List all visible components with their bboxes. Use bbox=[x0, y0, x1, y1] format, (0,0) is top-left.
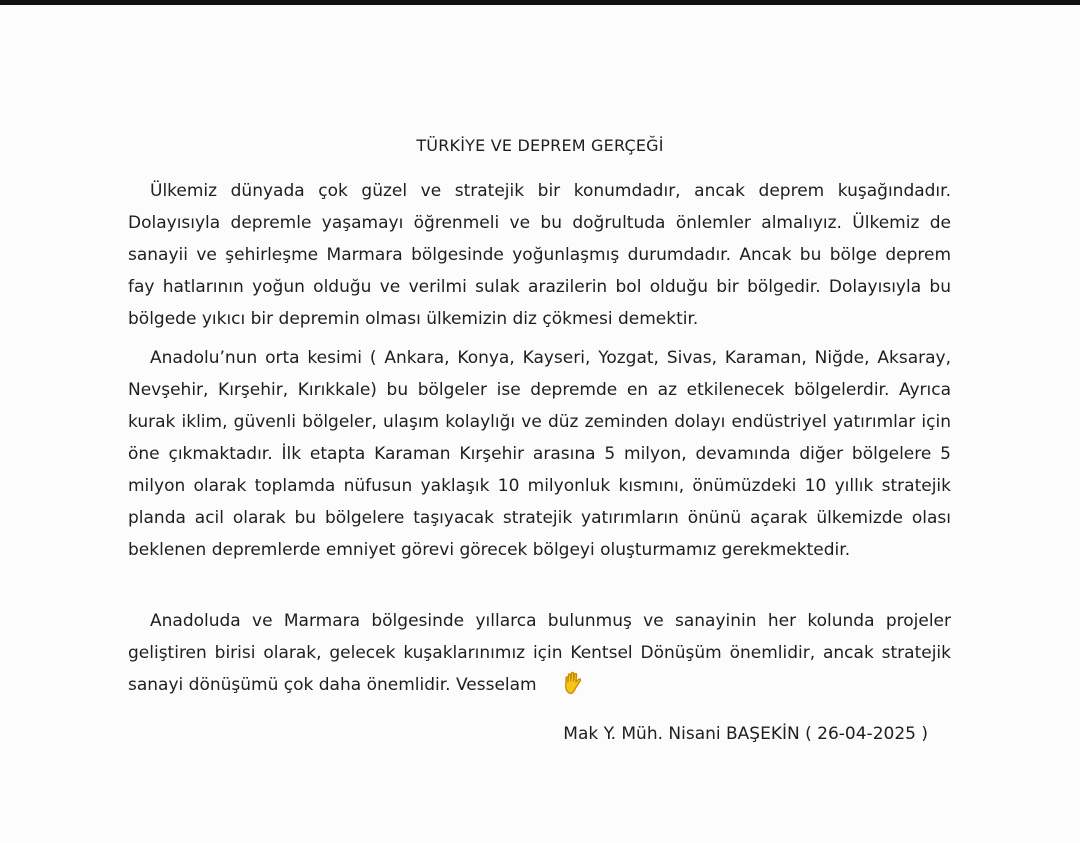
document-title: TÜRKİYE VE DEPREM GERÇEĞİ bbox=[416, 136, 664, 155]
paragraph-1-text: Ülkemiz dünyada çok güzel ve stratejik bir konumdadır, ancak deprem kuşağındadır. Dolayısıyla depremle yaşamayı öğrenmeli ve bu doğrultuda önlemler almalıyız. Ülkemiz de sanayii ve şehirleşme Marmara bölgesinde yoğunlaşmış durumdadır. Ancak bu bölge deprem fay hatlarının yoğun olduğu ve verilmi sulak arazilerin bol olduğu bir bölgedir. Dolayısıyla bu bölgede yıkıcı bir depremin olması ülkemizin diz çökmesi demektir. bbox=[128, 181, 951, 329]
signature: Mak Y. Müh. Nisani BAŞEKİN ( 26-04-2025 ) bbox=[563, 724, 928, 744]
paragraph-3-wrapper bbox=[128, 605, 951, 701]
paragraph-3 bbox=[128, 605, 951, 701]
paragraph-2 bbox=[128, 342, 951, 566]
paragraph-3-text: Anadoluda ve Marmara bölgesinde yıllarca bulunmuş ve sanayinin her kolunda projeler geliştiren birisi olarak, gelecek kuşaklarınımız için Kentsel Dönüşüm önemlidir, ancak stratejik sanayi dönüşümü çok daha önemlidir. Vesselam bbox=[128, 611, 951, 695]
paragraph-1 bbox=[128, 175, 951, 335]
top-edge-bar bbox=[0, 0, 1080, 5]
waving-hand-icon bbox=[541, 671, 563, 695]
paragraph-2-text: Anadolu’nun orta kesimi ( Ankara, Konya, Kayseri, Yozgat, Sivas, Karaman, Niğde, Aksaray, Nevşehir, Kırşehir, Kırıkkale) bu bölgeler ise depremde en az etkilenecek bölgelerdir. Ayrıca kurak iklim, güvenli bölgeler, ulaşım kolaylığı ve düz zeminden dolayı endüstriyel yatırımlar için öne çıkmaktadır. İlk etapta Karaman Kırşehir arasına 5 milyon, devamında diğer bölgelere 5 milyon olarak toplamda nüfusun yaklaşık 10 milyonluk kısmını, önümüzdeki 10 yıllık stratejik planda acil olarak bu bölgelere taşıyacak stratejik yatırımların önünü açarak ülkemizde olası beklenen depremlerde emniyet görevi görecek bölgeyi oluşturmamız gerekmektedir. bbox=[128, 348, 951, 560]
